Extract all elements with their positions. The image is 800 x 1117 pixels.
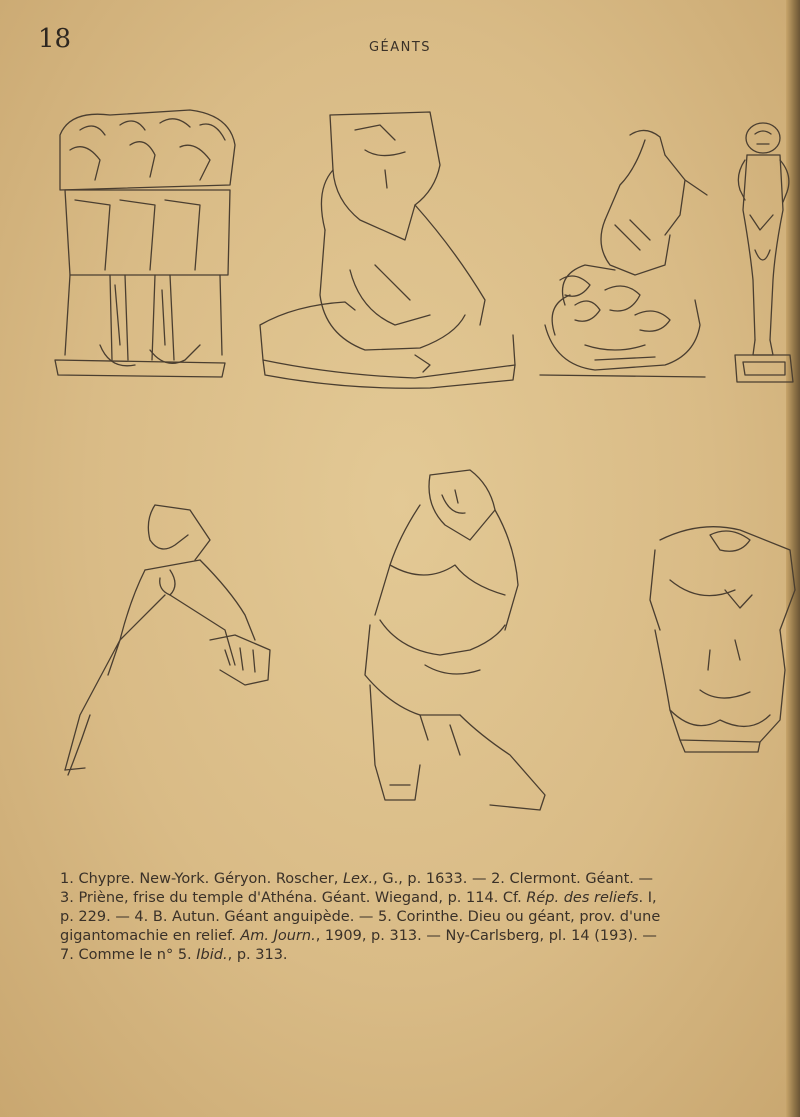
figure-3-priene-frieze bbox=[535, 125, 710, 380]
page-number: 18 bbox=[38, 24, 72, 54]
running-head: GÉANTS bbox=[368, 40, 432, 55]
figure-5-corinth-figure bbox=[330, 465, 560, 810]
figure-2-clermont-giant bbox=[255, 110, 520, 390]
caption-line-5: 7. Comme le n° 5. Ibid., p. 313. bbox=[60, 947, 288, 963]
caption-line-1: 1. Chypre. New-York. Géryon. Roscher, Lex., G., p. 1633. — 2. Clermont. Géant. — bbox=[60, 871, 654, 887]
figure-1-geryon bbox=[50, 105, 240, 380]
figure-6-ny-carlsberg-torso bbox=[640, 520, 800, 755]
figure-7-statuette bbox=[725, 120, 800, 390]
caption-line-3: p. 229. — 4. B. Autun. Géant anguipède. — 5. Corinthe. Dieu ou géant, prov. d'une bbox=[60, 909, 661, 925]
caption-line-4: gigantomachie en relief. Am. Journ., 1909, p. 313. — Ny-Carlsberg, pl. 14 (193). — bbox=[60, 928, 657, 944]
figure-4-autun-giant bbox=[60, 500, 275, 785]
illustration-plate bbox=[40, 80, 800, 820]
figure-caption bbox=[60, 870, 790, 965]
caption-line-2: 3. Priène, frise du temple d'Athéna. Géant. Wiegand, p. 114. Cf. Rép. des reliefs. I, bbox=[60, 890, 657, 906]
